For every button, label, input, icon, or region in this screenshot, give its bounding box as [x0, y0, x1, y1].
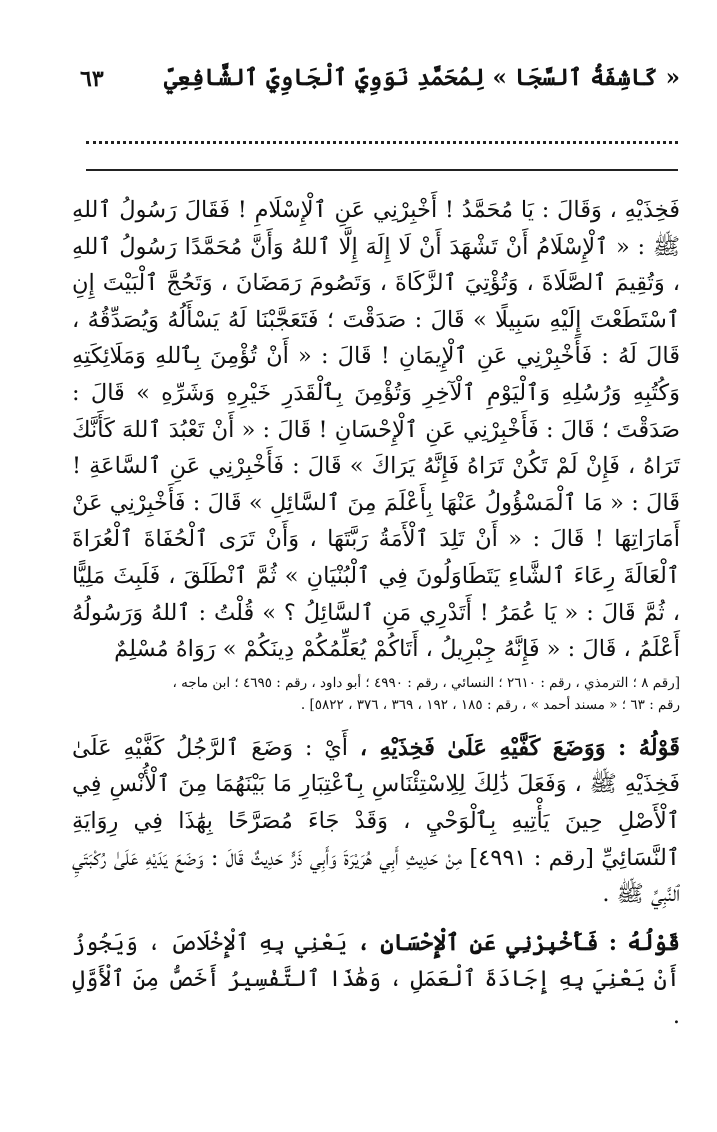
commentary-paragraph — [72, 925, 680, 1035]
book-title: « كَاشِفَةُ ٱلسَّجَا » لِمُحَمَّدِ نَوَوِيّ ٱلْجَاوِيّ ٱلشَّافِعِيّ — [163, 64, 680, 91]
commentary-body: يَعْنِي بِهِ ٱلْإِخْلَاصَ ، وَيَجُوزُ أَنْ يَعْنِيَ بِهِ إِجَادَةَ ٱلْعَمَلِ ، وَهَٰذَا ٱلتَّفْسِيرُ أَخَصُّ مِنَ ٱلْأَوَّلِ . — [72, 929, 680, 1029]
reference-line: [رقم ٨ ؛ الترمذي ، رقم : ٢٦١٠ ؛ النسائي ، رقم : ٤٩٩٠ ؛ أبو داود ، رقم : ٤٦٩٥ ؛ ابن ماجه ، — [172, 674, 680, 691]
solid-separator — [86, 169, 678, 171]
commentary-lead: قَوْلُهُ : فَأَخْبِرْنِي عَنِ ٱلْإِحْسَانِ ، — [356, 929, 680, 956]
commentary-body: أَيْ : وَضَعَ ٱلرَّجُلُ كَفَّيْهِ عَلَىٰ فَخِذَيْهِ ﷺ ، وَفَعَلَ ذَٰلِكَ لِلِاسْتِئْنَاسِ بِٱعْتِبَارِ مَا بَيْنَهُمَا مِنَ ٱلْأُنْسِ فِي ٱلْأَصْلِ حِينَ يَأْتِيهِ بِٱلْوَحْيِ ، وَقَدْ جَاءَ مُصَرَّحًا بِهَٰذَا فِي رِوَايَةِ ٱلنَّسَائِيِّ [رقم : ٤٩٩١] مِنْ حَدِيثِ أَبِي هُرَيْرَةَ وَأَبِي ذَرٍّ حَدِيثٌ قَالَ : وَضَعَ يَدَيْهِ عَلَىٰ رُكْبَتَيِ ٱلنَّبِيِّ ﷺ . — [72, 734, 680, 908]
commentary-lead: قَوْلُهُ : وَوَضَعَ كَفَّيْهِ عَلَىٰ فَخِذَيْهِ ، — [359, 734, 681, 761]
commentary-paragraph — [72, 730, 680, 913]
hadith-references — [72, 672, 680, 716]
reference-line: رقم : ٦٣ ؛ « مسند أحمد » ، رقم : ١٨٥ ، ١٩٢ ، ٣٦٩ ، ٣٧٦ ، ٥٨٢٢] . — [300, 696, 680, 713]
running-header — [80, 64, 680, 108]
page-number: ٦٣ — [80, 66, 104, 92]
dotted-separator — [86, 141, 678, 144]
main-text — [72, 192, 680, 1034]
hadith-paragraph: فَخِذَيْهِ ، وَقَالَ : يَا مُحَمَّدُ ! أَخْبِرْنِي عَنِ ٱلْإِسْلَامِ ! فَقَالَ رَسُولُ ٱللهِ ﷺ : « ٱلْإِسْلَامُ أَنْ تَشْهَدَ أَنْ لَا إِلَهَ إِلَّا ٱللهُ وَأَنَّ مُحَمَّدًا رَسُولُ ٱللهِ ، وَتُقِيمَ ٱلصَّلَاةَ ، وَتُؤْتِيَ ٱلزَّكَاةَ ، وَتَصُومَ رَمَضَانَ ، وَتَحُجَّ ٱلْبَيْتَ إِنِ ٱسْتَطَعْتَ إِلَيْهِ سَبِيلًا » قَالَ : صَدَقْتَ ؛ فَتَعَجَّبْنَا لَهُ يَسْأَلُهُ وَيُصَدِّقُهُ ، قَالَ لَهُ : فَأَخْبِرْنِي عَنِ ٱلْإِيمَانِ ! قَالَ : « أَنْ تُؤْمِنَ بِٱللهِ وَمَلَائِكَتِهِ وَكُتُبِهِ وَرُسُلِهِ وَٱلْيَوْمِ ٱلْآخِرِ وَتُؤْمِنَ بِٱلْقَدَرِ خَيْرِهِ وَشَرِّهِ » قَالَ : صَدَقْتَ ؛ قَالَ : فَأَخْبِرْنِي عَنِ ٱلْإِحْسَانِ ! قَالَ : « أَنْ تَعْبُدَ ٱللهَ كَأَنَّكَ تَرَاهُ ، فَإِنْ لَمْ تَكُنْ تَرَاهُ فَإِنَّهُ يَرَاكَ » قَالَ : فَأَخْبِرْنِي عَنِ ٱلسَّاعَةِ ! قَالَ : « مَا ٱلْمَسْؤُولُ عَنْهَا بِأَعْلَمَ مِنَ ٱلسَّائِلِ » قَالَ : فَأَخْبِرْنِي عَنْ أَمَارَاتِهَا ! قَالَ : « أَنْ تَلِدَ ٱلْأَمَةُ رَبَّتَهَا ، وَأَنْ تَرَى ٱلْحُفَاةَ ٱلْعُرَاةَ ٱلْعَالَةَ رِعَاءَ ٱلشَّاءِ يَتَطَاوَلُونَ فِي ٱلْبُنْيَانِ » ثُمَّ ٱنْطَلَقَ ، فَلَبِثَ مَلِيًّا ، ثُمَّ قَالَ : « يَا عُمَرُ ! أَتَدْرِي مَنِ ٱلسَّائِلُ ؟ » قُلْتُ : ٱللهُ وَرَسُولُهُ أَعْلَمُ ، قَالَ : « فَإِنَّهُ جِبْرِيلُ ، أَتَاكُمْ يُعَلِّمُكُمْ دِينَكُمْ » رَوَاهُ مُسْلِمٌ — [72, 197, 680, 663]
